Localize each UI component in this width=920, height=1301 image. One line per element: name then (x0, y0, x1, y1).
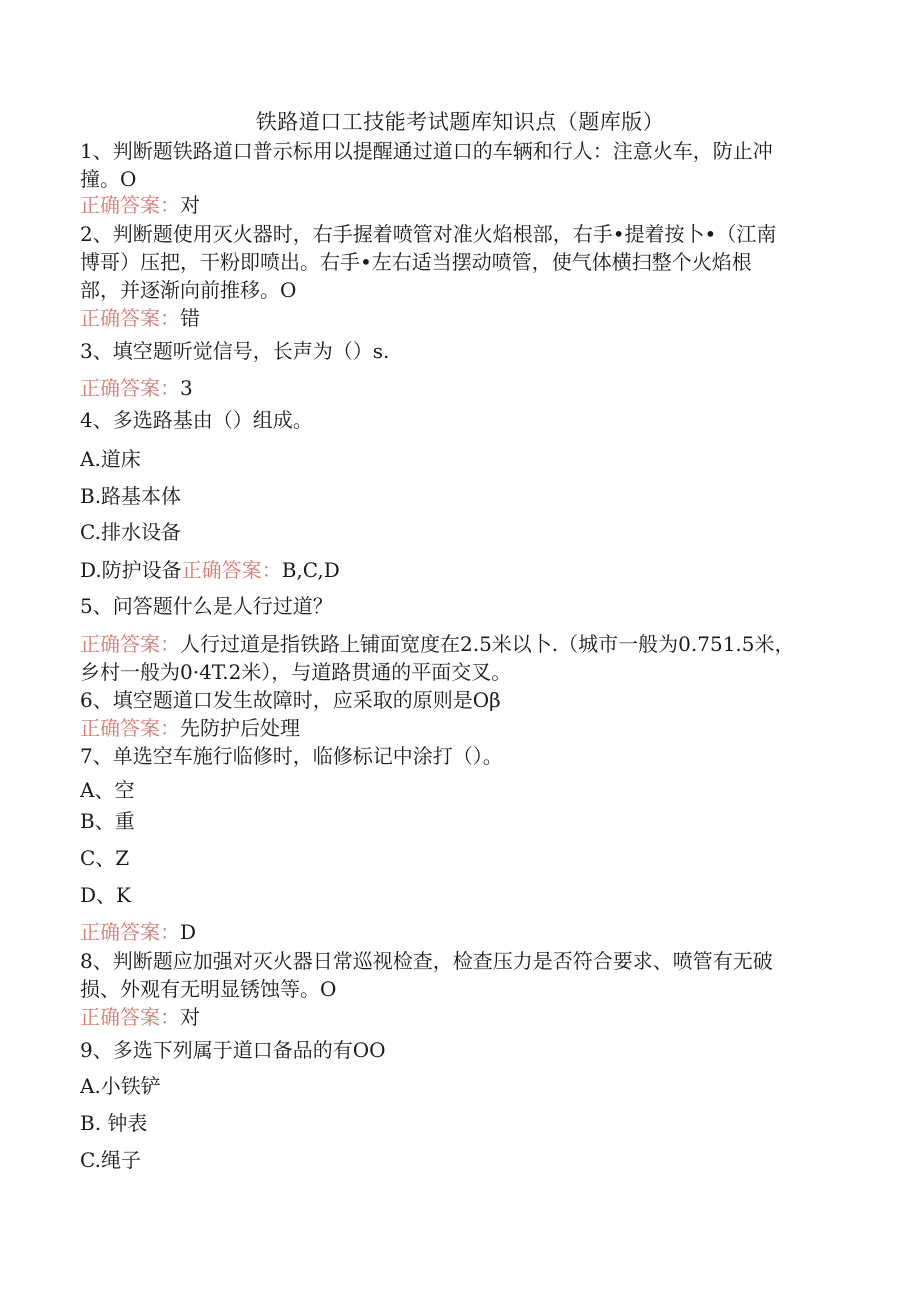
question-5-answer-cont: 乡村一般为0·4T.2米），与道路贯通的平面交叉。 (80, 660, 512, 684)
question-7-option-c: C、Z (80, 846, 130, 870)
question-2-text: 2、判断题使用灭火器时，右手握着喷管对准火焰根部，右手•提着按卜•（江南 (80, 222, 777, 246)
answer-value: 先防护后处理 (180, 716, 300, 740)
answer-value: 错 (180, 306, 200, 330)
question-4-option-c: C.排水设备 (80, 520, 181, 544)
answer-value: D (180, 920, 197, 944)
question-3-text: 3、填空题听觉信号，长声为（）s. (80, 339, 390, 363)
question-9-text: 9、多选下列属于道口备品的有OO (80, 1038, 386, 1062)
question-7-answer (80, 918, 840, 946)
question-3-answer (80, 374, 840, 402)
answer-label: 正确答案： (80, 716, 180, 740)
answer-label: 正确答案： (80, 376, 180, 400)
document-title: 铁路道口工技能考试题库知识点（题库版） (255, 110, 665, 134)
question-8-text-cont: 损、外观有无明显锈蚀等。O (80, 977, 337, 1001)
question-2-text-cont: 部，并逐渐向前推移。O (80, 278, 297, 302)
answer-label: 正确答案： (80, 193, 180, 217)
question-7-option-b: B、重 (80, 809, 135, 833)
question-1-text-cont: 撞。O (80, 167, 137, 191)
question-5-text: 5、问答题什么是人行过道？ (80, 594, 333, 618)
question-4-text: 4、多选路基由（）组成。 (80, 408, 313, 432)
question-5-answer (80, 630, 840, 658)
answer-label: 正确答案： (80, 1005, 180, 1029)
option-d: D.防护设备 (80, 558, 182, 582)
question-4-option-a: A.道床 (80, 447, 141, 471)
question-1-answer (80, 191, 840, 219)
question-2-answer (80, 304, 840, 332)
question-8-text: 8、判断题应加强对灭火器日常巡视检查，检查压力是否符合要求、喷管有无破 (80, 949, 773, 973)
answer-value: 对 (180, 193, 200, 217)
answer-value: 3 (180, 376, 193, 400)
answer-value: 对 (180, 1005, 200, 1029)
question-8-answer (80, 1003, 840, 1031)
answer-label: 正确答案： (80, 632, 180, 656)
answer-label: 正确答案： (181, 558, 282, 582)
answer-value: B,C,D (281, 558, 340, 582)
question-1-text: 1、判断题铁路道口普示标用以提醒通过道口的车辆和行人：注意火车，防止冲 (80, 139, 773, 163)
question-9-option-c: C.绳子 (80, 1148, 141, 1172)
answer-value: 人行过道是指铁路上铺面宽度在2.5米以卜.（城市一般为0.751.5米， (180, 632, 795, 656)
question-2-text-cont: 博哥）压把，干粉即喷出。右手•左右适当摆动喷管，使气体横扫整个火焰根 (80, 250, 752, 274)
question-4-option-b: B.路基本体 (80, 484, 182, 508)
question-9-option-a: A.小铁铲 (80, 1074, 161, 1098)
question-7-option-d: D、K (80, 883, 131, 907)
question-7-option-a: A、空 (80, 778, 135, 802)
answer-label: 正确答案： (80, 306, 180, 330)
question-4-option-d-answer (80, 556, 840, 584)
question-6-answer (80, 714, 840, 742)
answer-label: 正确答案： (80, 920, 180, 944)
question-6-text: 6、填空题道口发生故障时，应采取的原则是Oβ (80, 688, 501, 712)
question-9-option-b: B. 钟表 (80, 1111, 148, 1135)
question-7-text: 7、单选空车施行临修时，临修标记中涂打（）。 (80, 744, 503, 768)
